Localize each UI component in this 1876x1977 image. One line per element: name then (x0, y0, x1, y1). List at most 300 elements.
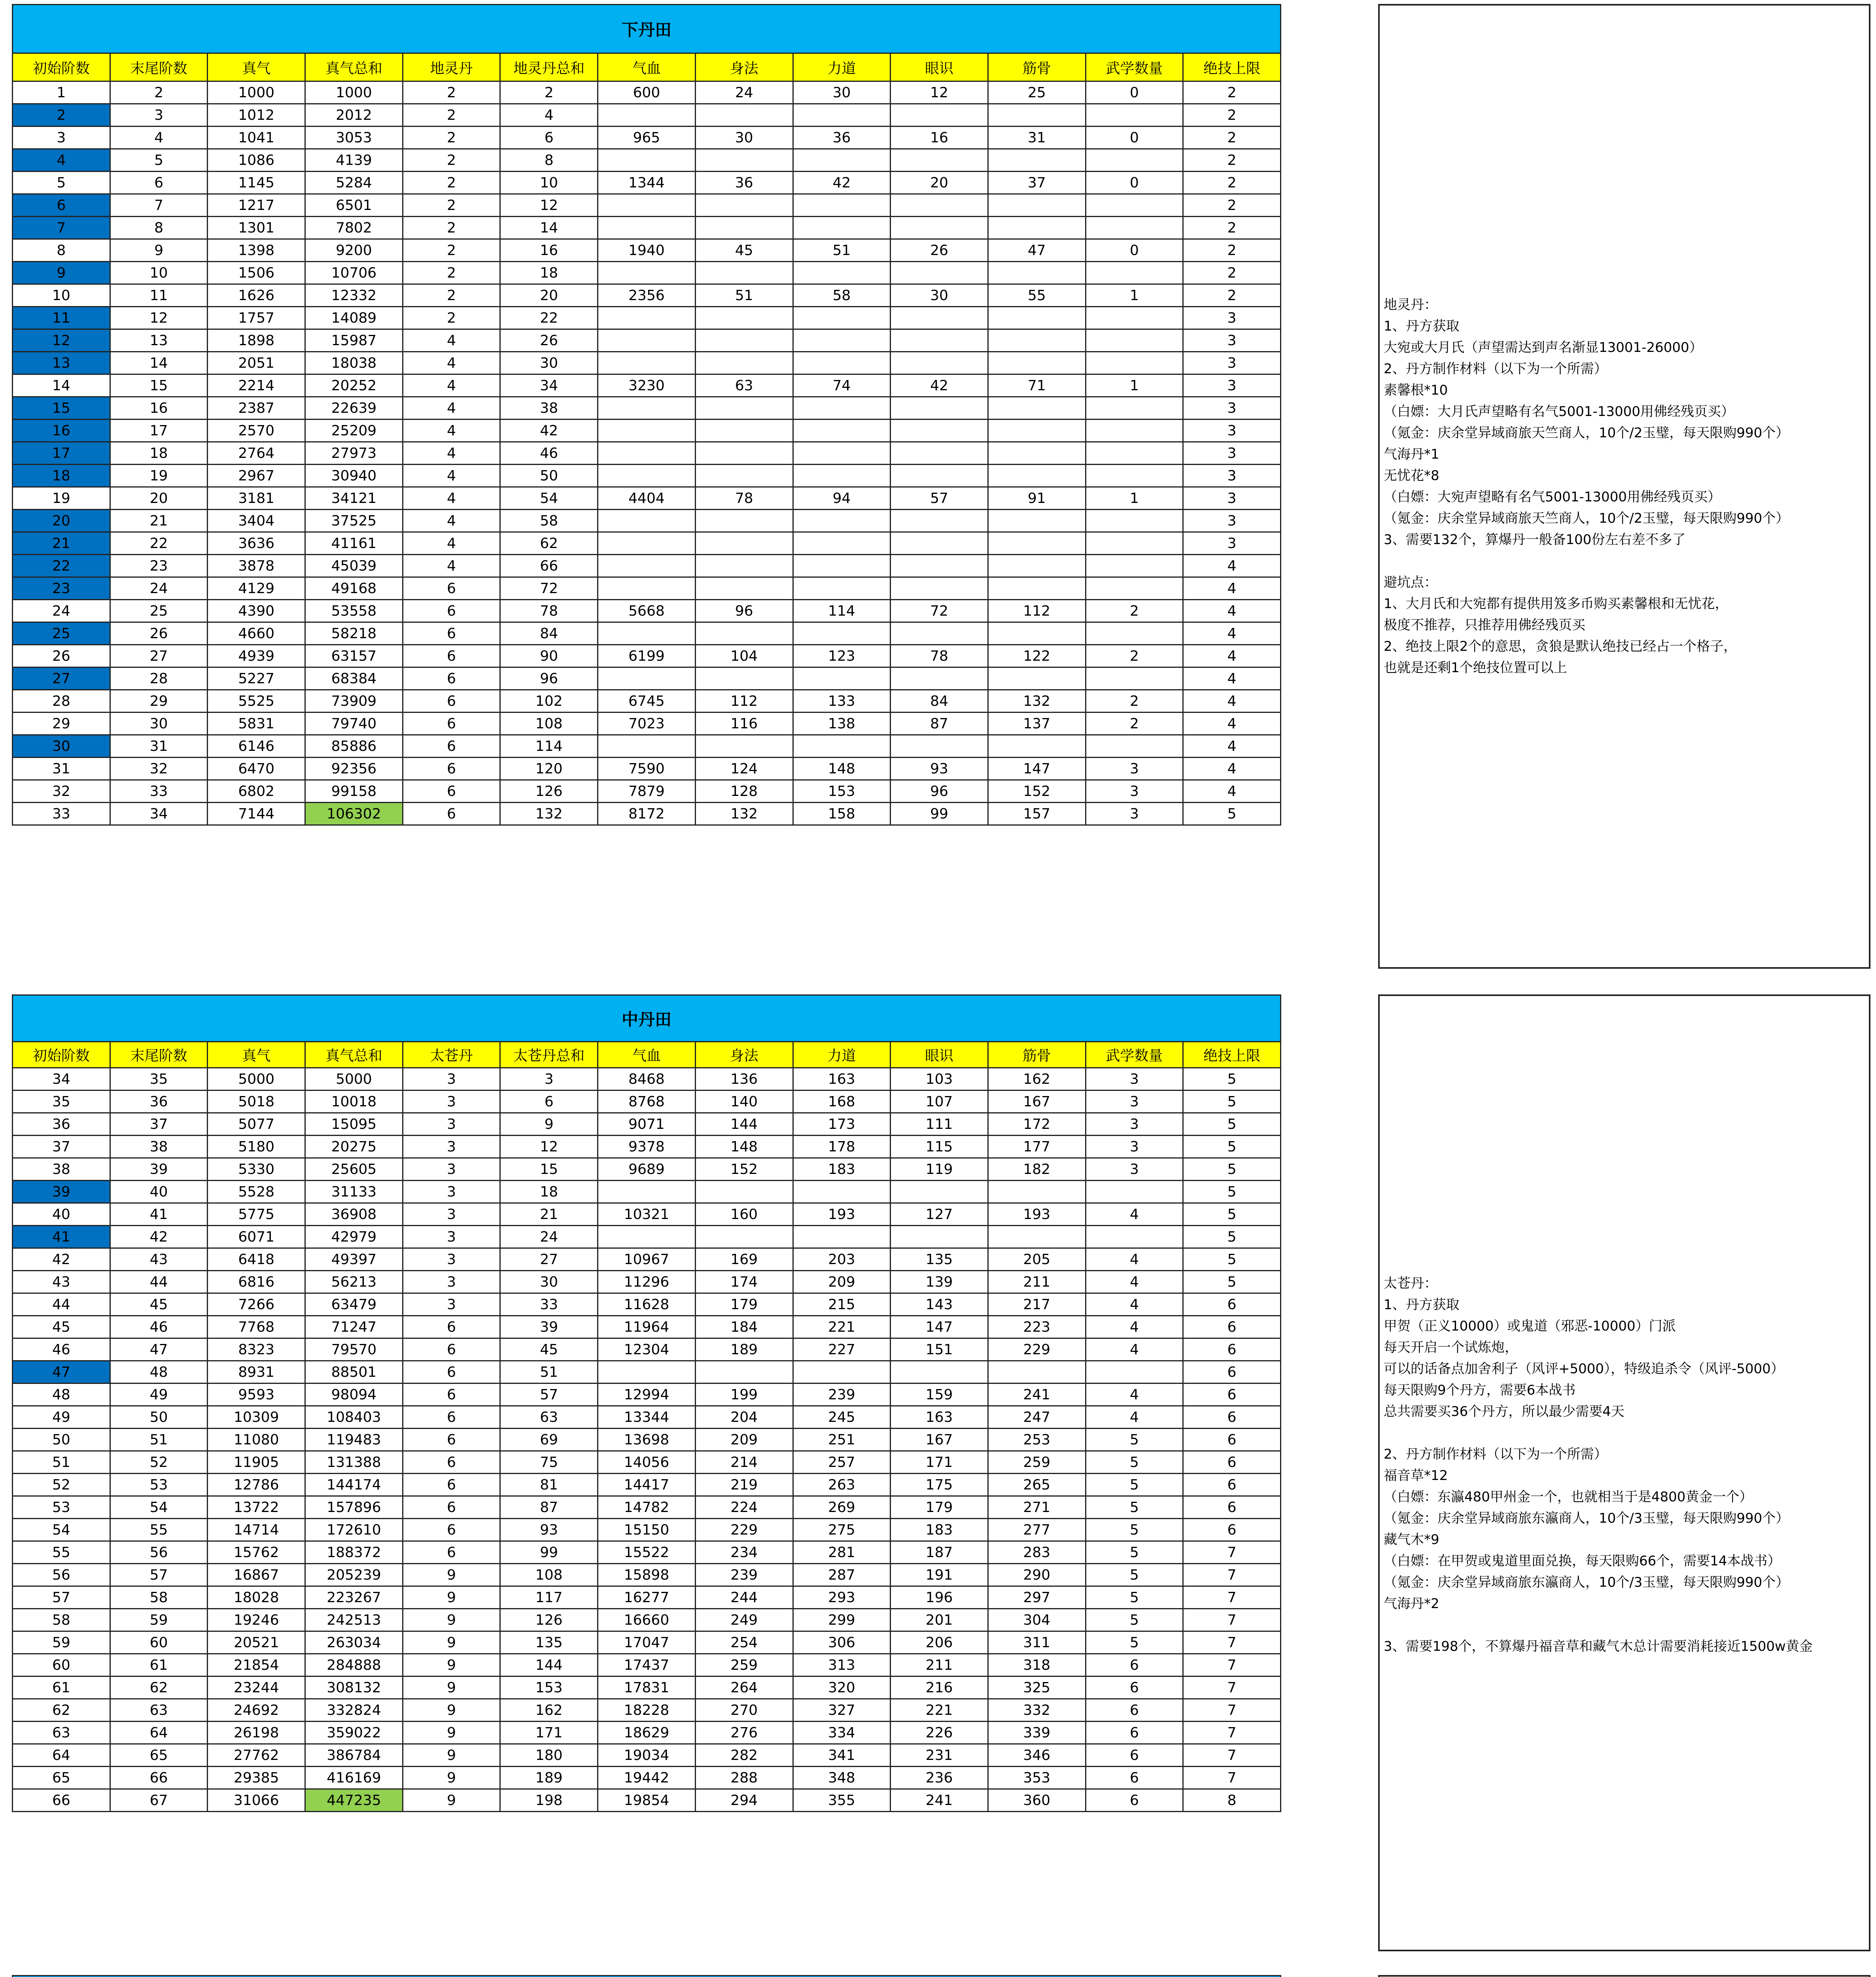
table-cell: 5775 (208, 1203, 305, 1226)
table-cell (695, 329, 793, 352)
table-cell: 3230 (598, 374, 696, 397)
table-cell: 4 (1183, 622, 1281, 645)
table-cell: 2 (1183, 149, 1281, 172)
column-header: 武学数量 (1086, 53, 1183, 81)
table-cell: 19 (110, 465, 208, 487)
table-cell (891, 420, 988, 442)
table-cell: 119483 (305, 1429, 403, 1451)
table-cell: 6745 (598, 690, 696, 713)
table-cell (793, 735, 891, 758)
table-cell: 50 (500, 465, 598, 487)
table-row (13, 329, 1281, 352)
table-row (13, 1068, 1281, 1091)
column-header: 气血 (598, 53, 696, 81)
table-cell: 58 (13, 1609, 110, 1631)
column-header: 地灵丹 (403, 53, 500, 81)
table-cell: 4 (1183, 600, 1281, 622)
table-cell: 3 (1086, 803, 1183, 825)
table-cell: 5 (1086, 1541, 1183, 1564)
table-cell: 217 (988, 1293, 1086, 1316)
table-cell: 4390 (208, 600, 305, 622)
table-cell: 5 (1183, 1091, 1281, 1113)
table-cell: 99 (891, 803, 988, 825)
table-cell: 87 (891, 713, 988, 735)
table-cell: 30 (500, 352, 598, 374)
table-cell (695, 735, 793, 758)
table-cell: 5 (1086, 1564, 1183, 1586)
table-cell: 163 (793, 1068, 891, 1091)
table-title-row (13, 995, 1281, 1042)
table-cell (598, 397, 696, 420)
table-cell: 24692 (208, 1699, 305, 1722)
table-cell: 288 (695, 1767, 793, 1789)
table-cell: 96 (695, 600, 793, 622)
table-cell: 5227 (208, 667, 305, 690)
table-cell: 128 (695, 780, 793, 803)
table-cell: 14 (110, 352, 208, 374)
table-cell: 39 (110, 1158, 208, 1181)
table-cell: 34 (500, 374, 598, 397)
table-cell: 63157 (305, 645, 403, 667)
table-cell: 4 (1086, 1248, 1183, 1271)
table-cell: 43 (110, 1248, 208, 1271)
table-cell: 10018 (305, 1091, 403, 1113)
table-cell: 52 (13, 1474, 110, 1496)
table-cell: 3 (1183, 442, 1281, 465)
table-cell: 8323 (208, 1338, 305, 1361)
table-cell: 22 (110, 532, 208, 555)
table-cell: 91 (988, 487, 1086, 510)
table-cell: 231 (891, 1744, 988, 1767)
table-cell (891, 194, 988, 217)
column-header: 筋骨 (988, 1042, 1086, 1068)
table-cell: 6 (403, 1338, 500, 1361)
table-cell: 138 (793, 713, 891, 735)
table-row (13, 622, 1281, 645)
table-row (13, 442, 1281, 465)
table-cell (891, 1361, 988, 1384)
table-cell (598, 262, 696, 284)
table-cell: 2 (403, 194, 500, 217)
lower-dantian-table (12, 4, 1281, 826)
table-cell: 4 (403, 465, 500, 487)
table-cell: 53 (13, 1496, 110, 1519)
table-cell: 31066 (208, 1789, 305, 1812)
table-cell: 9 (403, 1654, 500, 1676)
table-cell: 4 (13, 149, 110, 172)
column-header: 力道 (793, 53, 891, 81)
table-cell: 5 (110, 149, 208, 172)
table-cell: 4 (1183, 758, 1281, 780)
table-cell: 17 (110, 420, 208, 442)
table-cell: 3 (403, 1271, 500, 1293)
table-row (13, 172, 1281, 194)
table-cell (988, 217, 1086, 239)
table-cell: 1898 (208, 329, 305, 352)
table-cell: 132 (695, 803, 793, 825)
table-cell (988, 329, 1086, 352)
table-cell: 2 (1086, 645, 1183, 667)
table-row (13, 555, 1281, 577)
table-cell: 26198 (208, 1722, 305, 1744)
table-cell: 132 (500, 803, 598, 825)
table-cell: 3 (1086, 1136, 1183, 1158)
table-cell: 277 (988, 1519, 1086, 1541)
table-cell: 92356 (305, 758, 403, 780)
table-cell: 6418 (208, 1248, 305, 1271)
table-cell: 259 (988, 1451, 1086, 1474)
table-cell: 2 (403, 217, 500, 239)
column-header: 真气 (208, 1042, 305, 1068)
table-cell: 51 (110, 1429, 208, 1451)
upper-dantian-note-box (1378, 1975, 1870, 1977)
table-cell: 7879 (598, 780, 696, 803)
table-cell (988, 577, 1086, 600)
table-cell: 234 (695, 1541, 793, 1564)
table-cell (695, 397, 793, 420)
table-cell (1086, 397, 1183, 420)
table-cell: 123 (793, 645, 891, 667)
table-cell: 24 (13, 600, 110, 622)
table-cell: 12 (13, 329, 110, 352)
table-cell (988, 149, 1086, 172)
table-cell: 187 (891, 1541, 988, 1564)
table-cell: 9 (403, 1631, 500, 1654)
column-header: 武学数量 (1086, 1042, 1183, 1068)
table-cell (793, 667, 891, 690)
table-cell: 1145 (208, 172, 305, 194)
table-cell: 2 (1086, 713, 1183, 735)
table-cell: 47 (988, 239, 1086, 262)
table-cell (891, 329, 988, 352)
table-cell: 26 (13, 645, 110, 667)
table-cell: 14056 (598, 1451, 696, 1474)
table-cell: 4 (1183, 713, 1281, 735)
table-cell: 2 (403, 81, 500, 104)
table-cell: 112 (988, 600, 1086, 622)
table-cell: 7 (1183, 1541, 1281, 1564)
table-cell: 18028 (208, 1586, 305, 1609)
table-cell: 6 (403, 1406, 500, 1429)
table-cell: 54 (13, 1519, 110, 1541)
table-cell: 47 (13, 1361, 110, 1384)
table-cell: 5 (1086, 1631, 1183, 1654)
table-row (13, 104, 1281, 127)
table-cell: 4 (1086, 1316, 1183, 1338)
middle-dantian-table (12, 994, 1281, 1812)
table-cell: 69 (500, 1429, 598, 1451)
table-cell: 3 (403, 1248, 500, 1271)
table-cell: 36 (695, 172, 793, 194)
table-cell: 6 (403, 780, 500, 803)
table-cell (598, 465, 696, 487)
table-cell (988, 1361, 1086, 1384)
table-cell: 60 (110, 1631, 208, 1654)
table-cell: 81 (500, 1474, 598, 1496)
table-cell: 6 (403, 1541, 500, 1564)
column-header: 力道 (793, 1042, 891, 1068)
table-cell: 20275 (305, 1136, 403, 1158)
table-cell: 157896 (305, 1496, 403, 1519)
table-cell (891, 307, 988, 329)
table-cell: 6 (403, 1384, 500, 1406)
table-cell: 22639 (305, 397, 403, 420)
table-cell: 5 (1183, 1271, 1281, 1293)
table-cell: 229 (695, 1519, 793, 1541)
table-row (13, 1541, 1281, 1564)
table-row (13, 1384, 1281, 1406)
table-cell: 2387 (208, 397, 305, 420)
table-cell: 6 (403, 758, 500, 780)
table-cell (988, 1181, 1086, 1203)
table-cell: 6 (1086, 1699, 1183, 1722)
table-cell: 33 (110, 780, 208, 803)
table-cell (988, 667, 1086, 690)
table-cell: 45 (695, 239, 793, 262)
table-cell: 24 (110, 577, 208, 600)
table-cell: 94 (793, 487, 891, 510)
table-cell: 2 (500, 81, 598, 104)
table-cell: 6 (403, 1519, 500, 1541)
table-cell: 11296 (598, 1271, 696, 1293)
table-row (13, 1361, 1281, 1384)
table-cell: 7 (1183, 1744, 1281, 1767)
table-cell: 45039 (305, 555, 403, 577)
table-cell (891, 577, 988, 600)
table-cell (793, 194, 891, 217)
table-row (13, 352, 1281, 374)
table-cell: 9 (403, 1767, 500, 1789)
table-cell: 42 (13, 1248, 110, 1271)
table-cell: 5 (1086, 1586, 1183, 1609)
table-cell: 6 (1183, 1361, 1281, 1384)
table-cell: 78 (695, 487, 793, 510)
table-cell (891, 1226, 988, 1248)
table-cell: 282 (695, 1744, 793, 1767)
table-cell: 290 (988, 1564, 1086, 1586)
table-cell: 9378 (598, 1136, 696, 1158)
table-cell: 12304 (598, 1338, 696, 1361)
table-cell: 332 (988, 1699, 1086, 1722)
table-cell: 46 (500, 442, 598, 465)
table-cell: 1217 (208, 194, 305, 217)
table-cell: 6 (1183, 1451, 1281, 1474)
table-cell: 318 (988, 1654, 1086, 1676)
lower-dantian-body (13, 5, 1281, 825)
table-cell (988, 1226, 1086, 1248)
table-cell: 25605 (305, 1158, 403, 1181)
table-cell (988, 420, 1086, 442)
table-cell: 48 (110, 1361, 208, 1384)
table-cell: 6 (1183, 1406, 1281, 1429)
table-row (13, 600, 1281, 622)
table-cell: 257 (793, 1451, 891, 1474)
table-cell: 162 (500, 1699, 598, 1722)
table-cell: 84 (891, 690, 988, 713)
table-cell: 4 (1183, 735, 1281, 758)
table-cell: 211 (891, 1654, 988, 1676)
table-cell: 3 (110, 104, 208, 127)
table-cell: 5 (1183, 1203, 1281, 1226)
table-cell: 294 (695, 1789, 793, 1812)
table-cell (793, 1226, 891, 1248)
table-cell: 2 (1183, 104, 1281, 127)
table-row (13, 1789, 1281, 1812)
table-cell: 18629 (598, 1722, 696, 1744)
table-cell: 189 (500, 1767, 598, 1789)
table-cell (598, 1181, 696, 1203)
table-cell: 15 (500, 1158, 598, 1181)
table-cell: 10967 (598, 1248, 696, 1271)
table-cell: 64 (13, 1744, 110, 1767)
table-cell: 13344 (598, 1406, 696, 1429)
table-row (13, 1203, 1281, 1226)
table-row (13, 1474, 1281, 1496)
table-cell: 12332 (305, 284, 403, 307)
table-cell (988, 555, 1086, 577)
table-cell: 7144 (208, 803, 305, 825)
table-cell: 23244 (208, 1676, 305, 1699)
table-cell (695, 104, 793, 127)
table-cell: 0 (1086, 127, 1183, 149)
table-cell: 37525 (305, 510, 403, 532)
table-cell: 12786 (208, 1474, 305, 1496)
table-cell: 23 (110, 555, 208, 577)
table-cell: 148 (793, 758, 891, 780)
table-cell: 3 (403, 1113, 500, 1136)
table-cell (598, 149, 696, 172)
table-row (13, 803, 1281, 825)
table-cell: 1344 (598, 172, 696, 194)
table-cell: 12 (500, 194, 598, 217)
table-cell: 16867 (208, 1564, 305, 1586)
table-cell (1086, 577, 1183, 600)
table-cell (695, 352, 793, 374)
table-cell: 37 (110, 1113, 208, 1136)
table-cell: 3 (1183, 374, 1281, 397)
table-cell: 5000 (208, 1068, 305, 1091)
table-cell: 236 (891, 1767, 988, 1789)
table-cell (891, 352, 988, 374)
table-cell (793, 352, 891, 374)
table-cell: 144174 (305, 1474, 403, 1496)
table-cell (695, 510, 793, 532)
table-cell (598, 622, 696, 645)
table-cell (793, 1181, 891, 1203)
table-cell: 4 (1086, 1203, 1183, 1226)
table-cell: 3181 (208, 487, 305, 510)
table-cell: 59 (110, 1609, 208, 1631)
table-cell: 226 (891, 1722, 988, 1744)
table-cell: 6 (1183, 1316, 1281, 1338)
table-cell: 21 (500, 1203, 598, 1226)
table-cell: 38 (500, 397, 598, 420)
table-cell: 306 (793, 1631, 891, 1654)
table-cell: 2 (1183, 284, 1281, 307)
table-cell: 108 (500, 713, 598, 735)
table-row (13, 81, 1281, 104)
table-cell: 13722 (208, 1496, 305, 1519)
table-cell (598, 510, 696, 532)
table-cell: 8 (13, 239, 110, 262)
table-cell: 209 (793, 1271, 891, 1293)
table-cell (988, 465, 1086, 487)
table-cell: 30 (793, 81, 891, 104)
table-cell: 107 (891, 1091, 988, 1113)
table-cell: 3 (13, 127, 110, 149)
table-cell: 9 (403, 1609, 500, 1631)
table-cell: 0 (1086, 81, 1183, 104)
table-cell: 11628 (598, 1293, 696, 1316)
table-cell: 50 (110, 1406, 208, 1429)
table-cell: 253 (988, 1429, 1086, 1451)
table-cell: 172610 (305, 1519, 403, 1541)
table-cell: 3 (1086, 1113, 1183, 1136)
table-cell: 1398 (208, 239, 305, 262)
table-cell (1086, 149, 1183, 172)
table-cell: 30 (13, 735, 110, 758)
table-cell: 93 (500, 1519, 598, 1541)
table-cell: 5 (1183, 1113, 1281, 1136)
table-cell: 31 (110, 735, 208, 758)
table-cell: 159 (891, 1384, 988, 1406)
table-cell: 153 (793, 780, 891, 803)
table-row (13, 1406, 1281, 1429)
table-cell: 90 (500, 645, 598, 667)
table-cell: 269 (793, 1496, 891, 1519)
table-cell: 73909 (305, 690, 403, 713)
table-cell: 6816 (208, 1271, 305, 1293)
table-cell: 6 (1183, 1519, 1281, 1541)
table-cell: 30 (891, 284, 988, 307)
table-cell: 10321 (598, 1203, 696, 1226)
table-cell (598, 555, 696, 577)
table-cell: 46 (110, 1316, 208, 1338)
table-cell: 1 (1086, 374, 1183, 397)
table-cell: 152 (695, 1158, 793, 1181)
table-cell: 24 (500, 1226, 598, 1248)
table-cell (1086, 442, 1183, 465)
table-cell: 276 (695, 1722, 793, 1744)
table-cell: 2051 (208, 352, 305, 374)
table-cell: 203 (793, 1248, 891, 1271)
table-cell (1086, 465, 1183, 487)
table-cell: 10309 (208, 1406, 305, 1429)
table-cell: 5 (1183, 1181, 1281, 1203)
table-row (13, 1564, 1281, 1586)
table-cell: 45 (110, 1293, 208, 1316)
column-header: 真气 (208, 53, 305, 81)
table-cell: 171 (500, 1722, 598, 1744)
table-cell: 18 (500, 262, 598, 284)
table-cell: 179 (695, 1293, 793, 1316)
table-cell: 6 (1183, 1384, 1281, 1406)
table-cell: 8172 (598, 803, 696, 825)
table-cell: 3 (1183, 487, 1281, 510)
table-cell: 270 (695, 1699, 793, 1722)
table-cell: 1012 (208, 104, 305, 127)
table-cell: 6 (403, 1496, 500, 1519)
table-cell: 313 (793, 1654, 891, 1676)
table-cell: 22 (13, 555, 110, 577)
table-cell: 61 (110, 1654, 208, 1676)
table-cell: 3 (1183, 532, 1281, 555)
table-cell: 98094 (305, 1384, 403, 1406)
table-cell: 3 (1183, 465, 1281, 487)
table-cell: 3 (1183, 420, 1281, 442)
table-cell (1086, 420, 1183, 442)
table-cell: 72 (891, 600, 988, 622)
